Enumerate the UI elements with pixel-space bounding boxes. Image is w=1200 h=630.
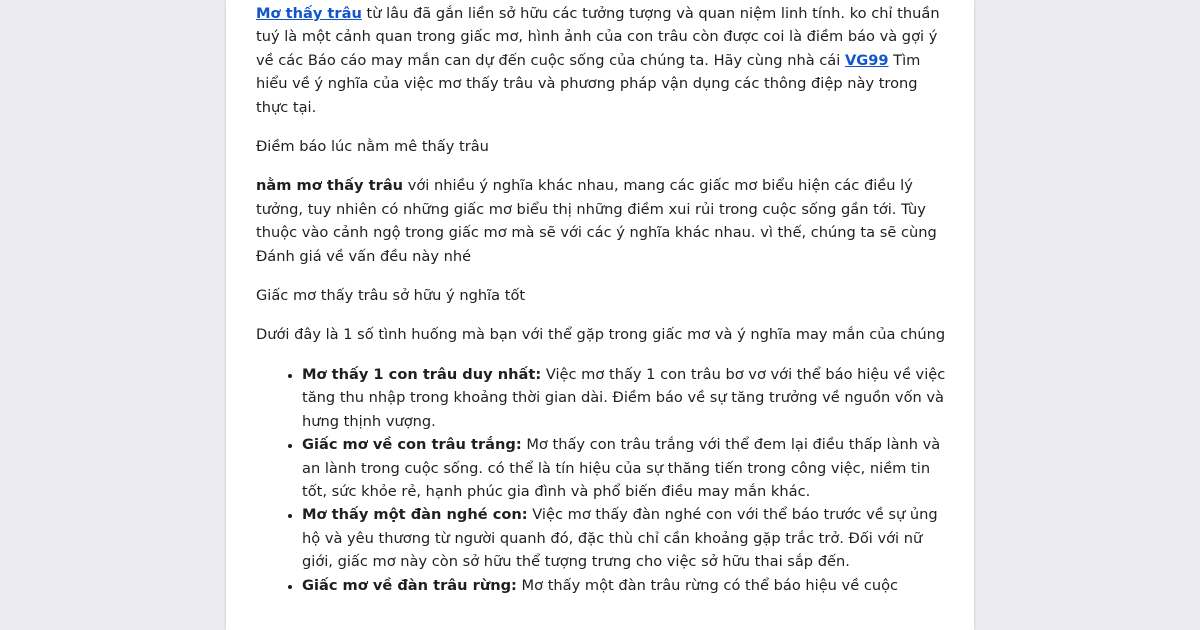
omen-paragraph	[256, 174, 951, 268]
section-heading-omen: Điềm báo lúc nằm mê thấy trâu	[256, 138, 489, 156]
section-heading-good-meaning: Giấc mơ thấy trâu sở hữu ý nghĩa tốt	[256, 287, 526, 305]
intro-text-1: từ lâu đã gắn liền sở hữu các tưởng tượng và quan niệm linh tính. ko chỉ thuần tuý là một cảnh quan trong giấc mơ, hình ảnh của con trâu còn được coi là điềm báo và gợi ý về các Báo cáo may mắn can dự đến cuộc sống của chúng ta. Hãy cùng nhà cái	[256, 5, 940, 69]
list-item	[302, 574, 951, 597]
list-item-text: Việc mơ thấy 1 con trâu bơ vơ với thể báo hiệu về việc tăng thu nhập trong khoảng thời gian dài. Điềm báo về sự tăng trưởng về nguồn vốn và hưng thịnh vượng.	[302, 365, 946, 430]
list-item-text: Mơ thấy con trâu trắng với thể đem lại điều thấp lành và an lành trong cuộc sống. có thể là tín hiệu của sự thăng tiến trong công việc, niềm tin tốt, sức khỏe rẻ, hạnh phúc gia đình và phổ biến điều may mắn khác.	[302, 436, 941, 500]
document-content	[256, 2, 951, 597]
situations-intro: Dưới đây là 1 số tình huống mà bạn với thể gặp trong giấc mơ và ý nghĩa may mắn của chúng	[256, 326, 946, 344]
list-item-title: Mơ thấy 1 con trâu duy nhất:	[302, 365, 542, 383]
vg99-link[interactable]: VG99	[844, 51, 889, 69]
list-item-text: Việc mơ thấy đàn nghé con với thể báo trước về sự ủng hộ và yêu thương từ người quanh đó, đặc thù chỉ cần khoảng gặp trắc trở. Đối với nữ giới, giấc mơ này còn sở hữu thể tượng trưng cho việc sở hữu thai sắp đến.	[302, 506, 938, 571]
list-item	[302, 503, 951, 573]
omen-text: với nhiều ý nghĩa khác nhau, mang các giấc mơ biểu hiện các điều lý tưởng, tuy nhiên có những giấc mơ biểu thị những điềm xui rủi trong cuộc sống gần tới. Tùy thuộc vào cảnh ngộ trong giấc mơ mà sẽ với các ý nghĩa khác nhau. vì thế, chúng ta sẽ cùng Đánh giá về vấn đều này nhé	[256, 177, 937, 265]
list-item	[302, 363, 951, 433]
mo-thay-trau-link[interactable]: Mơ thấy trâu	[256, 5, 362, 22]
omen-keyword: nằm mơ thấy trâu	[256, 177, 404, 195]
list-item-text: Mơ thấy một đàn trâu rừng có thể báo hiệu về cuộc	[516, 576, 899, 594]
intro-paragraph	[256, 2, 951, 119]
list-item-title: Giấc mơ về con trâu trắng:	[302, 436, 522, 454]
intro-text-2: Tìm hiểu về ý nghĩa của việc mơ thấy trâu và phương pháp vận dụng các thông điệp này trong thực tại.	[256, 51, 921, 116]
list-item-title: Giấc mơ về đàn trâu rừng:	[302, 576, 517, 594]
list-item-title: Mơ thấy một đàn nghé con:	[302, 506, 528, 524]
document-page	[226, 0, 974, 630]
dream-situations-list	[256, 363, 951, 597]
list-item	[302, 433, 951, 503]
